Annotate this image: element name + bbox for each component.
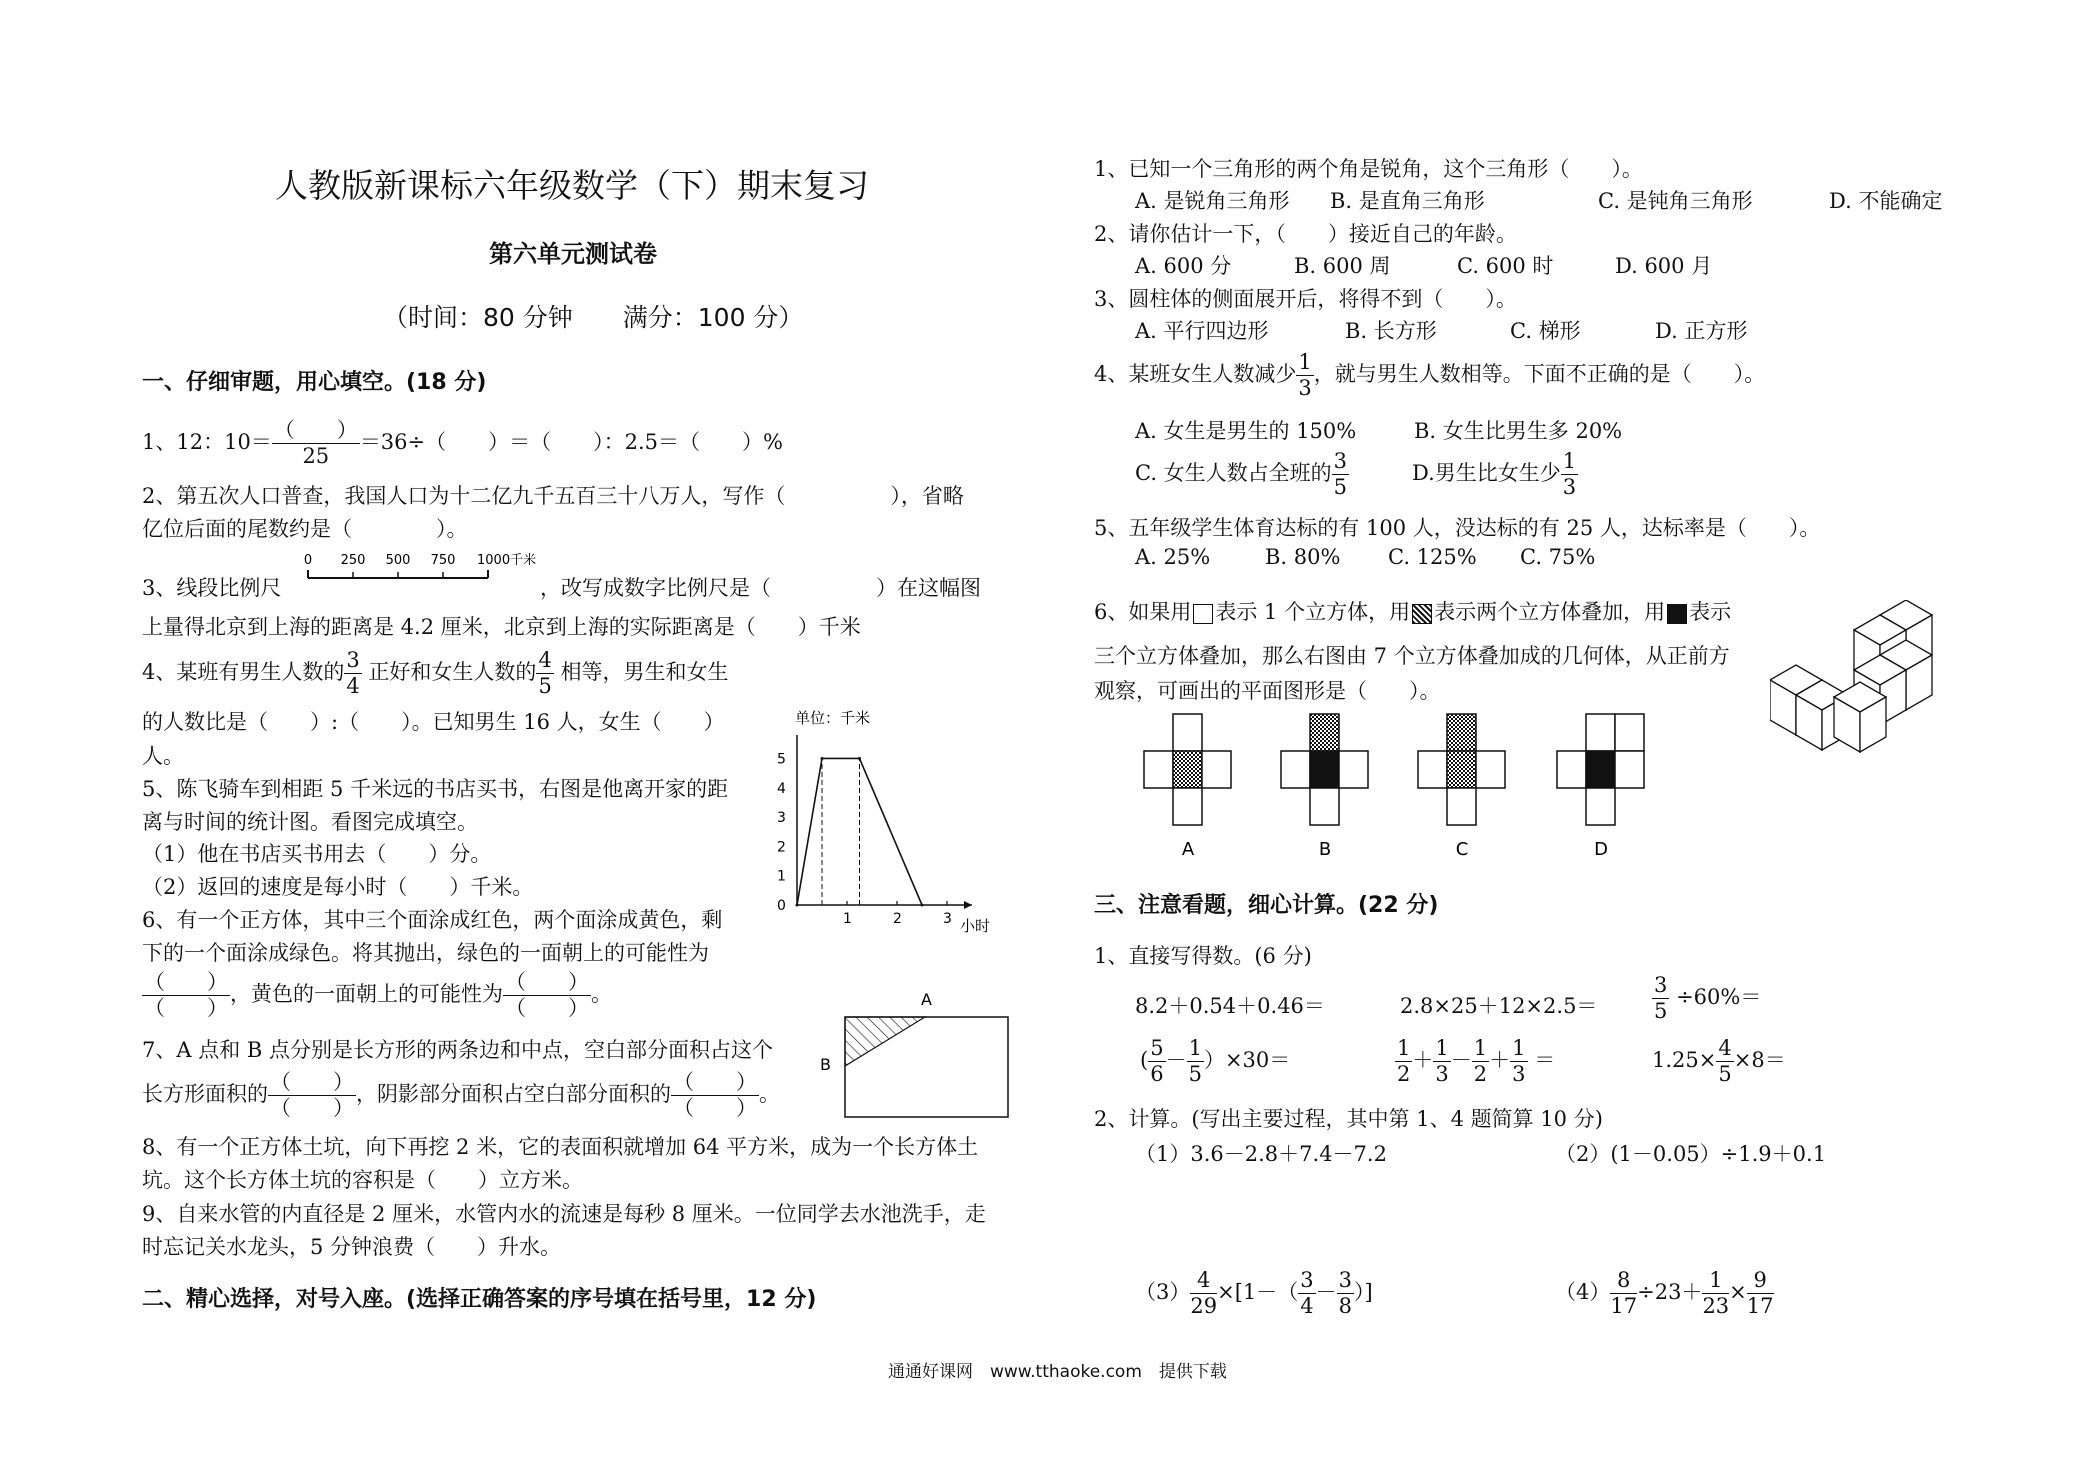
e5-fraction-d [1510,1038,1527,1085]
p4-fraction-a [1610,1270,1637,1317]
q6-f2-num: （ ） [505,970,589,994]
calc-1-expr-1: 8.2＋0.54＋0.46＝ [1135,994,1325,1018]
q1-text-a: 1、12：10＝ [142,430,272,454]
q1-numerator: （ ） [273,418,358,442]
c4d-text: D.男生比女生少 [1412,461,1561,485]
e5c-den: 2 [1473,1062,1488,1086]
view-c [1418,714,1505,825]
c4-fraction [1296,352,1313,399]
e5b-num: 1 [1435,1036,1449,1060]
chart-y-tick-label: 2 [777,839,786,856]
question-5-line1: 5、陈飞骑车到相距 5 千米远的书店买书，右图是他离开家的距 [142,777,729,801]
p3-mid: ×[1－（ [1217,1280,1299,1304]
e4b-num: 1 [1188,1036,1202,1060]
e5-fraction-b [1433,1038,1450,1085]
calc-1-expr-3 [1652,975,1761,1022]
c4-text-a: 4、某班女生人数减少 [1094,362,1297,386]
c4-den: 3 [1298,376,1312,400]
chart-x-tick-label: 3 [943,911,952,927]
calc-2-heading: 2、计算。(写出主要过程，其中第 1、4 题简算 10 分) [1094,1107,1603,1131]
chart-y-tick-label: 5 [777,751,786,768]
choice-3-option-a: A. 平行四边形 [1135,319,1269,343]
e5d-num: 1 [1512,1036,1526,1060]
rectangle-figure [815,988,1015,1123]
c6-text-c: 表示两个立方体叠加，用 [1434,600,1666,624]
section-3-heading: 三、注意看题，细心计算。(22 分) [1094,893,1439,918]
question-2-line1: 2、第五次人口普查，我国人口为十二亿九千五百三十八万人，写作（ ），省略 [142,484,964,508]
chart-y-tick-label: 4 [777,780,786,797]
q4-f2-den: 5 [538,674,552,698]
q1-fraction [272,420,360,467]
choice-4 [1094,352,1765,399]
p3a-num: 4 [1190,1270,1217,1294]
q6-end: 。 [591,982,612,1006]
p4b-num: 1 [1702,1270,1729,1294]
q4-f1-den: 4 [346,674,360,698]
choice-5-option-b: B. 80% [1265,545,1341,569]
p3-end: ）] [1354,1280,1373,1304]
c4-text-b: ，就与男生人数相等。下面不正确的是（ ）。 [1313,362,1766,386]
view-label-d: D [1594,839,1608,860]
choice-6-line3: 观察，可画出的平面图形是（ ）。 [1094,679,1441,703]
p3-fraction-a [1190,1270,1217,1317]
c4c-text: C. 女生人数占全班的 [1135,461,1332,485]
e6-num: 4 [1718,1036,1732,1060]
chart-x-tick-label: 1 [843,911,852,927]
c4d-fraction [1561,451,1578,498]
calc-1-expr-2: 2.8×25＋12×2.5＝ [1400,994,1598,1018]
calc-1-expr-6 [1652,1038,1786,1085]
question-2-line2: 亿位后面的尾数约是（ ）。 [142,517,468,541]
p3-fraction-b [1298,1270,1315,1317]
q7-f1-num: （ ） [270,1070,354,1094]
chart-title: 单位：千米 [795,709,871,727]
calc-1-expr-4: ( $\frac{5}{6}$ － $\frac{1}{5}$ ）×30＝ [1140,1036,1291,1086]
question-6-line1: 6、有一个正方体，其中三个面涂成红色，两个面涂成黄色，剩 [142,908,723,932]
c6-text-b: 表示 1 个立方体，用 [1215,600,1411,624]
choice-1-option-d: D. 不能确定 [1829,189,1943,213]
e5b-den: 3 [1435,1062,1449,1086]
calc-1-heading: 1、直接写得数。(6 分) [1094,944,1312,968]
choice-3-option-b: B. 长方形 [1345,319,1437,343]
rect-label-a: A [921,990,932,1009]
e4a-num: 5 [1150,1036,1164,1060]
chart-point [821,757,824,760]
e5-fraction-a [1395,1038,1412,1085]
e5a-num: 1 [1397,1036,1411,1060]
chart-x-arrow [964,901,972,909]
question-9-line1: 9、自来水管的内直径是 2 厘米，水管内水的流速是每秒 8 厘米。一位同学去水池洗手，走 [142,1202,986,1226]
choice-2-option-a: A. 600 分 [1135,254,1232,278]
q7-f1-den: （ ） [270,1096,354,1120]
choice-4-option-d [1412,451,1578,498]
question-4-line3: 人。 [142,744,184,768]
p3a-den: 29 [1190,1294,1218,1318]
scale-bar [300,548,545,588]
choice-2-option-d: D. 600 月 [1615,254,1713,278]
p3c-den: 8 [1338,1294,1353,1318]
e6-text-b: ×8＝ [1733,1048,1786,1072]
q4-text-c: 相等，男生和女生 [560,660,729,684]
white-square-icon [1193,604,1213,624]
choice-1-option-b: B. 是直角三角形 [1330,189,1485,213]
p3-fraction-c [1337,1270,1354,1317]
question-8-line2: 坑。这个长方体土坑的容积是（ ）立方米。 [142,1168,583,1192]
view-label-a: A [1181,839,1195,860]
p4-fraction-c [1747,1270,1774,1317]
q7-end: 。 [759,1082,780,1106]
question-8-line1: 8、有一个正方体土坑，向下再挖 2 米，它的表面积就增加 64 平方米，成为一个长方体土 [142,1135,979,1159]
choice-1-option-a: A. 是锐角三角形 [1135,189,1290,213]
e6-fraction [1716,1038,1733,1085]
choice-4-option-c [1135,451,1349,498]
q7-f2-num: （ ） [673,1070,757,1094]
q4-f2-num: 4 [538,648,552,672]
calc-2-problem-2: （2）(1－0.05）÷1.9＋0.1 [1555,1142,1827,1166]
c4c-num: 3 [1333,449,1348,473]
e4-fraction-b [1187,1038,1204,1085]
e3-num: 3 [1654,973,1668,997]
q6-blank-fraction-2 [503,972,591,1019]
chart-point [921,904,924,907]
question-4-line1 [142,650,729,697]
chart-x-label: 小时 [960,917,991,935]
e4-tail: ）×30＝ [1203,1048,1291,1072]
scale-label-500: 500 [385,553,411,568]
calc-1-expr-5: $\frac{1}{2}$ ＋ $\frac{1}{3}$ － $\frac{1}{2}$ ＋ $\frac{1}{3}$ ＝ [1397,1036,1556,1086]
p3-pre: （3） [1135,1280,1191,1304]
p4b-den: 23 [1702,1294,1730,1318]
view-b [1281,714,1368,825]
page-subtitle: 第六单元测试卷 [489,240,657,268]
q7-blank-fraction-2 [671,1072,759,1119]
rect-shaded-triangle [845,1017,925,1066]
e4-open: ( [1140,1048,1149,1072]
scale-label-250: 250 [340,553,366,568]
e5d-den: 3 [1512,1062,1526,1086]
e3-fraction [1652,975,1669,1022]
scale-label-0: 0 [303,553,313,568]
p4c-num: 9 [1747,1270,1774,1294]
question-3-b: ，改写成数字比例尺是（ ）在这幅图 [540,576,981,600]
q6-text-c: ，黄色的一面朝上的可能性为 [230,982,503,1006]
chart-y-tick-label: 0 [777,898,786,914]
q4-text-b: 正好和女生人数的 [368,660,537,684]
p4-fraction-b [1702,1270,1729,1317]
question-3-line2: 上量得北京到上海的距离是 4.2 厘米，北京到上海的实际距离是（ ）千米 [142,615,861,639]
rect-label-b: B [820,1055,831,1074]
p4-mid: ÷23＋ [1637,1280,1703,1304]
q4-text-a: 4、某班有男生人数的 [142,660,345,684]
chart-y-tick-label: 1 [777,868,786,885]
choice-5-option-a: A. 25% [1135,545,1211,569]
choice-2: 2、请你估计一下，（ ）接近自己的年龄。 [1094,222,1517,246]
choice-1-option-c: C. 是钝角三角形 [1598,189,1753,213]
c6-text-a: 6、如果用 [1094,600,1192,624]
question-6-line2: 下的一个面涂成绿色。将其抛出，绿色的一面朝上的可能性为 [142,941,709,965]
e5c-num: 1 [1473,1036,1488,1060]
q1-denominator: 25 [302,444,330,468]
e6-den: 5 [1718,1062,1732,1086]
chart-x-tick-label: 2 [893,911,902,927]
choice-4-option-a: A. 女生是男生的 150% [1135,419,1357,443]
e3-text: ÷60%＝ [1676,985,1762,1009]
c4c-fraction [1332,451,1349,498]
question-4-line2: 的人数比是（ ）:（ ）。已知男生 16 人，女生（ ） [142,710,725,734]
q4-f1-num: 3 [346,648,360,672]
question-3-a: 3、线段比例尺 [142,576,282,600]
question-7-line1: 7、A 点和 B 点分别是长方形的两条边和中点，空白部分面积占这个 [142,1038,773,1062]
e5-fraction-c [1472,1038,1489,1085]
q6-blank-fraction-1 [142,972,230,1019]
p4-pre: （4） [1555,1280,1611,1304]
footer-credit: 通通好课网 www.tthaoke.com 提供下载 [888,1362,1227,1382]
question-7-line2 [142,1072,780,1119]
chart-y-tick-label: 3 [777,810,786,827]
view-options-figure [1140,712,1660,862]
view-d [1557,714,1644,825]
choice-5-option-d: C. 75% [1520,545,1596,569]
q7-text-a: 长方形面积的 [142,1082,268,1106]
calc-2-problem-3: （3） $\frac{4}{29}$ ×[1－（ $\frac{3}{4}$ － $\frac{3}{8}$ ）] [1135,1268,1373,1318]
choice-3-option-c: C. 梯形 [1510,319,1581,343]
p3b-num: 3 [1300,1268,1314,1292]
c4c-den: 5 [1333,475,1348,499]
question-6-line3 [142,972,612,1019]
c4d-den: 3 [1562,475,1577,499]
q4-fraction-1 [344,650,361,697]
scale-label-750: 750 [430,553,456,568]
e4b-den: 5 [1188,1062,1202,1086]
e6-text-a: 1.25× [1652,1048,1717,1072]
hatched-square-icon [1412,604,1432,624]
section-2-heading: 二、精心选择，对号入座。(选择正确答案的序号填在括号里，12 分) [142,1287,817,1312]
calc-2-problem-1: （1）3.6－2.8＋7.4－7.2 [1135,1142,1387,1166]
choice-2-option-c: C. 600 时 [1457,254,1554,278]
p3b-den: 4 [1300,1294,1314,1318]
question-5-sub1: （1）他在书店买书用去（ ）分。 [142,842,492,866]
e5a-den: 2 [1397,1062,1411,1086]
p3c-num: 3 [1338,1268,1353,1292]
cube-stack-figure [1770,600,1960,780]
q7-blank-fraction-1 [268,1072,356,1119]
time-info: （时间：80 分钟 满分：100 分） [383,303,804,332]
choice-6-line1 [1094,596,1731,626]
e4a-den: 6 [1150,1062,1164,1086]
scale-label-1000: 1000千米 [477,553,537,568]
section-1-heading: 一、仔细审题，用心填空。(18 分) [142,370,487,395]
chart-point [796,904,799,907]
question-5-sub2: （2）返回的速度是每小时（ ）千米。 [142,875,534,899]
c4-num: 1 [1298,350,1312,374]
c6-text-d: 表示 [1689,600,1732,624]
question-9-line2: 时忘记关水龙头，5 分钟浪费（ ）升水。 [142,1235,562,1259]
distance-time-chart [755,705,1005,940]
calc-2-problem-4: （4） $\frac{8}{17}$ ÷23＋ $\frac{1}{23}$ × $\frac{9}{17}$ [1555,1268,1774,1318]
choice-3-option-d: D. 正方形 [1655,319,1748,343]
choice-6-line2: 三个立方体叠加，那么右图由 7 个立方体叠加成的几何体，从正前方 [1094,644,1730,668]
choice-2-option-b: B. 600 周 [1294,254,1391,278]
choice-3: 3、圆柱体的侧面展开后，将得不到（ ）。 [1094,287,1517,311]
q4-fraction-2 [536,650,553,697]
q6-f1-num: （ ） [144,970,228,994]
p4c-den: 17 [1746,1294,1774,1318]
view-label-b: B [1318,839,1332,860]
view-label-c: C [1455,839,1469,860]
view-a [1144,714,1231,825]
chart-point [858,757,861,760]
choice-5: 5、五年级学生体育达标的有 100 人，没达标的有 25 人，达标率是（ ）。 [1094,516,1821,540]
page-title: 人教版新课标六年级数学（下）期末复习 [275,166,869,205]
choice-1: 1、已知一个三角形的两个角是锐角，这个三角形（ ）。 [1094,157,1643,181]
question-5-line2: 离与时间的统计图。看图完成填空。 [142,810,478,834]
e4-fraction-a [1148,1038,1165,1085]
e3-den: 5 [1654,999,1668,1023]
e5-eq: ＝ [1534,1048,1556,1072]
p4a-den: 17 [1610,1294,1638,1318]
p4a-num: 8 [1610,1270,1637,1294]
question-1 [142,420,783,467]
q7-f2-den: （ ） [673,1096,757,1120]
q6-f1-den: （ ） [144,996,228,1020]
choice-4-option-b: B. 女生比男生多 20% [1414,419,1623,443]
q6-f2-den: （ ） [505,996,589,1020]
choice-5-option-c: C. 125% [1388,545,1477,569]
q1-text-b: ＝36÷（ ）＝（ ）：2.5＝（ ）% [359,430,783,454]
black-square-icon [1667,604,1687,624]
q7-text-b: ，阴影部分面积占空白部分面积的 [356,1082,671,1106]
c4d-num: 1 [1562,449,1577,473]
